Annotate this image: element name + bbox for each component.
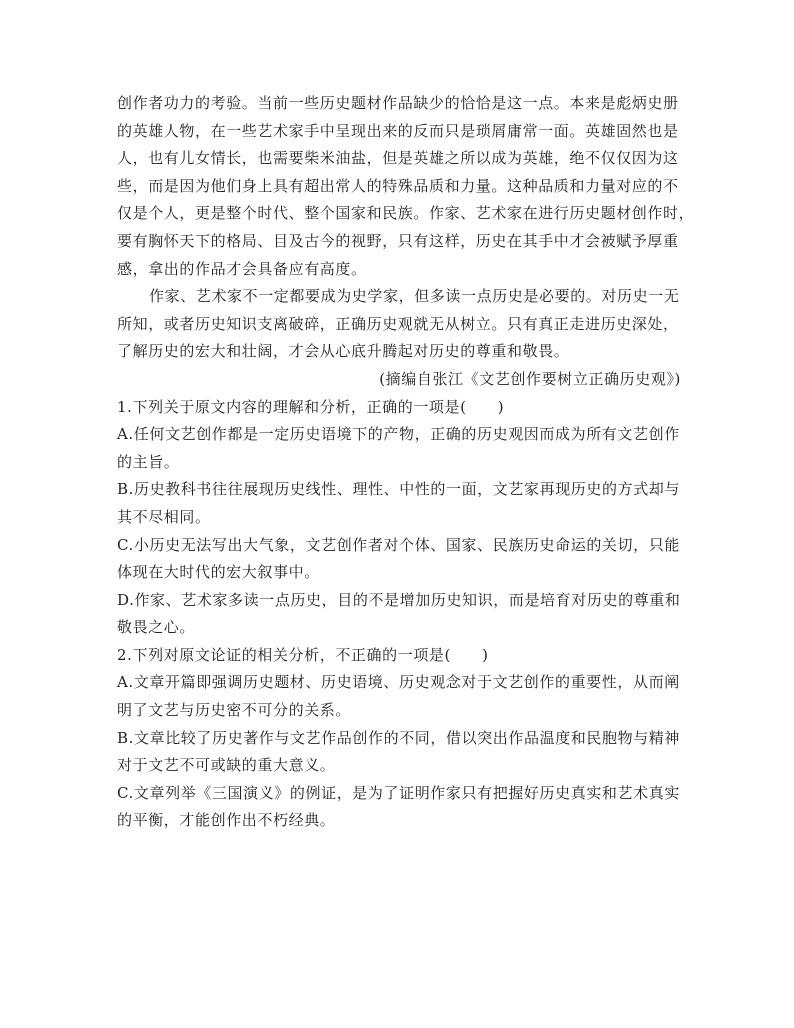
- passage-line: 了解历史的宏大和壮阔，才会从心底升腾起对历史的尊重和敬畏。: [117, 342, 570, 361]
- passage-line: 仅是个人，更是整个时代、整个国家和民族。作家、艺术家在进行历史题材创作时，: [117, 204, 695, 223]
- option-c: [117, 780, 683, 835]
- passage-line: 的英雄人物，在一些艺术家手中呈现出来的反而只是琐屑庸常一面。英雄固然也是: [117, 121, 679, 140]
- option-a: [117, 421, 683, 476]
- option-line: A.文章开篇即强调历史题材、历史语境、历史观念对于文艺创作的重要性，从而阐: [117, 673, 680, 692]
- option-b: [117, 476, 683, 531]
- option-line: 敬畏之心。: [117, 618, 196, 637]
- option-a: [117, 669, 683, 724]
- option-line: C.文章列举《三国演义》的例证，是为了证明作家只有把握好历史真实和艺术真实: [117, 783, 680, 802]
- option-line: D.作家、艺术家多读一点历史，目的不是增加历史知识，而是培育对历史的尊重和: [117, 590, 681, 609]
- source-citation: (摘编自张江《文艺创作要树立正确历史观》): [379, 369, 681, 388]
- passage-line: 感，拿出的作品才会具备应有高度。: [117, 259, 367, 278]
- passage-line: 作家、艺术家不一定都要成为史学家，但多读一点历史是必要的。对历史一无: [149, 287, 680, 306]
- option-d: [117, 587, 683, 642]
- option-line: 体现在大时代的宏大叙事中。: [117, 563, 320, 582]
- option-line: B.文章比较了历史著作与文艺作品创作的不同，借以突出作品温度和民胞物与精神: [117, 728, 680, 747]
- option-c: [117, 532, 683, 587]
- option-line: A.任何文艺创作都是一定历史语境下的产物，正确的历史观因而成为所有文艺创作: [117, 425, 680, 444]
- option-b: [117, 725, 683, 780]
- option-line: 对于文艺不可或缺的重大意义。: [117, 756, 336, 775]
- option-line: C.小历史无法写出大气象，文艺创作者对个体、国家、民族历史命运的关切，只能: [117, 535, 680, 554]
- question-1: [117, 394, 683, 642]
- passage-paragraph-1: [117, 90, 695, 283]
- passage-line: 所知，或者历史知识支离破碎，正确历史观就无从树立。只有真正走进历史深处，: [117, 314, 679, 333]
- passage-line: 些，而是因为他们身上具有超出常人的特殊品质和力量。这种品质和力量对应的不: [117, 176, 679, 195]
- passage-paragraph-2: [117, 283, 683, 366]
- option-line: 的主旨。: [117, 452, 180, 471]
- passage-line: 要有胸怀天下的格局、目及古今的视野，只有这样，历史在其手中才会被赋予厚重: [117, 231, 679, 250]
- question-stem: 1.下列关于原文内容的理解和分析，正确的一项是( ): [117, 397, 505, 416]
- question-2: [117, 642, 683, 835]
- option-line: 的平衡，才能创作出不朽经典。: [117, 811, 336, 830]
- passage-line: 创作者功力的考验。当前一些历史题材作品缺少的恰恰是这一点。本来是彪炳史册: [117, 94, 679, 112]
- passage-line: 人，也有儿女情长，也需要柴米油盐，但是英雄之所以成为英雄，绝不仅仅因为这: [117, 149, 679, 168]
- option-line: 明了文艺与历史密不可分的关系。: [117, 701, 352, 720]
- option-line: B.历史教科书往往展现历史线性、理性、中性的一面，文艺家再现历史的方式却与: [117, 480, 680, 499]
- option-line: 其不尽相同。: [117, 507, 211, 526]
- document-page: [117, 90, 695, 835]
- question-stem: 2.下列对原文论证的相关分析，不正确的一项是( ): [117, 645, 489, 664]
